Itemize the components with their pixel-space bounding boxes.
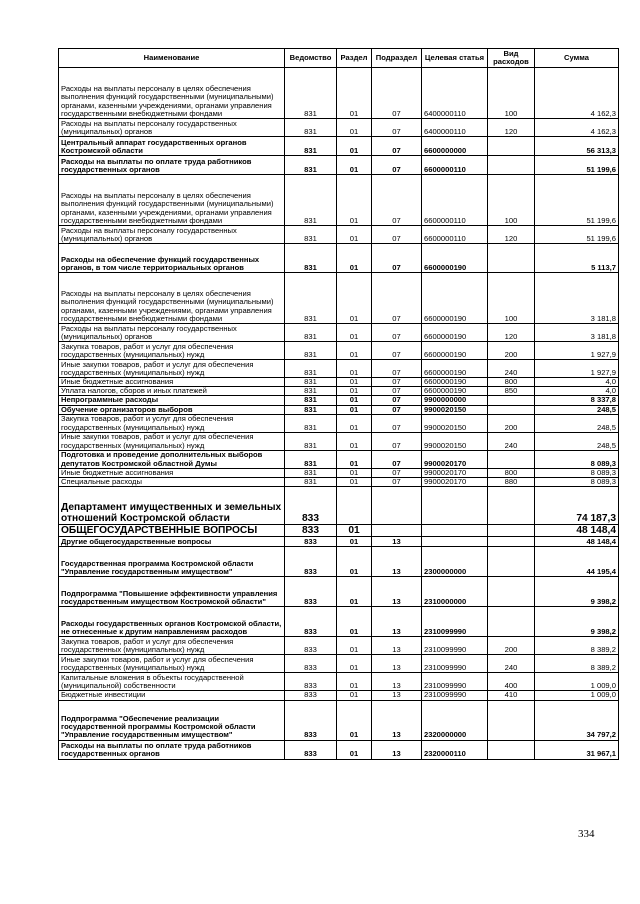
row-target-article-cell: [422, 487, 488, 525]
row-section-cell: [337, 487, 372, 525]
row-name-cell: ОБЩЕГОСУДАРСТВЕННЫЕ ВОПРОСЫ: [59, 525, 285, 537]
table-row: [59, 273, 619, 324]
row-sum-cell: 3 181,8: [535, 273, 619, 324]
row-expense-type-cell: 200: [488, 637, 535, 655]
row-target-article-cell: 2320000110: [422, 740, 488, 759]
table-row: [59, 525, 619, 537]
row-subsection-cell: 07: [372, 342, 422, 360]
row-section-cell: 01: [337, 673, 372, 691]
row-expense-type-cell: [488, 537, 535, 547]
table-row: [59, 387, 619, 396]
table-row: [59, 175, 619, 226]
table-row: [59, 342, 619, 360]
header-subsection: Подраздел: [372, 49, 422, 68]
row-sum-cell: 8 337,8: [535, 396, 619, 405]
row-expense-type-cell: 240: [488, 655, 535, 673]
row-name-cell: Департамент имущественных и земельных отношений Костромской области: [59, 487, 285, 525]
row-section-cell: 01: [337, 342, 372, 360]
row-expense-type-cell: [488, 137, 535, 156]
row-target-article-cell: 2300000000: [422, 547, 488, 577]
table-row: [59, 655, 619, 673]
row-department-cell: 833: [285, 525, 337, 537]
row-target-article-cell: [422, 525, 488, 537]
row-section-cell: 01: [337, 655, 372, 673]
row-sum-cell: 1 927,9: [535, 360, 619, 378]
row-subsection-cell: 13: [372, 673, 422, 691]
row-subsection-cell: 07: [372, 324, 422, 342]
table-row: [59, 360, 619, 378]
row-sum-cell: 4 162,3: [535, 119, 619, 137]
row-target-article-cell: 6600000000: [422, 137, 488, 156]
row-sum-cell: 248,5: [535, 405, 619, 414]
row-section-cell: 01: [337, 119, 372, 137]
row-sum-cell: 5 113,7: [535, 244, 619, 273]
row-department-cell: 831: [285, 137, 337, 156]
row-name-cell: Иные закупки товаров, работ и услуг для обеспечения государственных (муниципальных) нужд: [59, 655, 285, 673]
row-section-cell: 01: [337, 450, 372, 468]
row-section-cell: 01: [337, 700, 372, 740]
row-expense-type-cell: [488, 487, 535, 525]
header-name: Наименование: [59, 49, 285, 68]
row-department-cell: 833: [285, 700, 337, 740]
row-expense-type-cell: [488, 525, 535, 537]
row-section-cell: 01: [337, 156, 372, 175]
row-sum-cell: 248,5: [535, 414, 619, 432]
row-section-cell: 01: [337, 478, 372, 487]
table-row: [59, 68, 619, 119]
row-name-cell: Непрограммные расходы: [59, 396, 285, 405]
row-section-cell: 01: [337, 175, 372, 226]
row-department-cell: 833: [285, 577, 337, 607]
row-name-cell: Бюджетные инвестиции: [59, 691, 285, 700]
table-row: [59, 405, 619, 414]
row-expense-type-cell: 120: [488, 119, 535, 137]
table-row: [59, 478, 619, 487]
row-name-cell: Государственная программа Костромской области "Управление государственным имуществом": [59, 547, 285, 577]
row-name-cell: Иные закупки товаров, работ и услуг для обеспечения государственных (муниципальных) нужд: [59, 360, 285, 378]
row-subsection-cell: 07: [372, 244, 422, 273]
row-department-cell: 831: [285, 405, 337, 414]
row-subsection-cell: [372, 487, 422, 525]
row-section-cell: 01: [337, 537, 372, 547]
row-subsection-cell: 07: [372, 175, 422, 226]
row-department-cell: 833: [285, 487, 337, 525]
row-sum-cell: 1 009,0: [535, 691, 619, 700]
row-subsection-cell: 13: [372, 637, 422, 655]
row-subsection-cell: 13: [372, 537, 422, 547]
row-name-cell: Расходы на обеспечение функций государственных органов, в том числе территориальных органов: [59, 244, 285, 273]
row-expense-type-cell: 240: [488, 432, 535, 450]
row-name-cell: Капитальные вложения в объекты государственной (муниципальной) собственности: [59, 673, 285, 691]
row-section-cell: 01: [337, 273, 372, 324]
row-section-cell: 01: [337, 68, 372, 119]
row-department-cell: 833: [285, 691, 337, 700]
row-section-cell: 01: [337, 360, 372, 378]
row-section-cell: 01: [337, 525, 372, 537]
row-department-cell: 833: [285, 637, 337, 655]
row-expense-type-cell: 800: [488, 378, 535, 387]
row-section-cell: 01: [337, 137, 372, 156]
row-section-cell: 01: [337, 691, 372, 700]
table-row: [59, 577, 619, 607]
row-target-article-cell: 2310099990: [422, 673, 488, 691]
row-sum-cell: 34 797,2: [535, 700, 619, 740]
row-subsection-cell: 07: [372, 468, 422, 477]
row-department-cell: 831: [285, 468, 337, 477]
row-sum-cell: 9 398,2: [535, 607, 619, 637]
row-target-article-cell: 2310000000: [422, 577, 488, 607]
row-department-cell: 831: [285, 432, 337, 450]
row-target-article-cell: 9900020170: [422, 468, 488, 477]
row-expense-type-cell: 200: [488, 414, 535, 432]
row-name-cell: Подпрограмма "Обеспечение реализации государственной программы Костромской области "Управление государственным имуществом": [59, 700, 285, 740]
row-department-cell: 833: [285, 740, 337, 759]
table-row: [59, 537, 619, 547]
row-section-cell: 01: [337, 468, 372, 477]
row-expense-type-cell: 100: [488, 175, 535, 226]
row-target-article-cell: 6600000190: [422, 360, 488, 378]
row-name-cell: Центральный аппарат государственных органов Костромской области: [59, 137, 285, 156]
row-expense-type-cell: [488, 547, 535, 577]
table-row: [59, 156, 619, 175]
row-subsection-cell: 07: [372, 414, 422, 432]
row-expense-type-cell: 200: [488, 342, 535, 360]
row-sum-cell: 31 967,1: [535, 740, 619, 759]
row-expense-type-cell: 240: [488, 360, 535, 378]
row-sum-cell: 51 199,6: [535, 226, 619, 244]
row-subsection-cell: 13: [372, 577, 422, 607]
row-expense-type-cell: 850: [488, 387, 535, 396]
row-name-cell: Обучение организаторов выборов: [59, 405, 285, 414]
row-expense-type-cell: 120: [488, 226, 535, 244]
row-subsection-cell: 13: [372, 691, 422, 700]
row-expense-type-cell: [488, 700, 535, 740]
table-row: [59, 700, 619, 740]
row-department-cell: 831: [285, 273, 337, 324]
row-name-cell: Иные закупки товаров, работ и услуг для обеспечения государственных (муниципальных) нужд: [59, 432, 285, 450]
row-target-article-cell: 2310099990: [422, 607, 488, 637]
table-body: [59, 68, 619, 760]
row-name-cell: Расходы на выплаты персоналу государственных (муниципальных) органов: [59, 226, 285, 244]
row-expense-type-cell: 120: [488, 324, 535, 342]
row-sum-cell: 51 199,6: [535, 156, 619, 175]
row-name-cell: Расходы на выплаты по оплате труда работников государственных органов: [59, 156, 285, 175]
row-name-cell: Закупка товаров, работ и услуг для обеспечения государственных (муниципальных) нужд: [59, 342, 285, 360]
row-sum-cell: 48 148,4: [535, 525, 619, 537]
table-header-row: [59, 49, 619, 68]
row-target-article-cell: 6600000110: [422, 226, 488, 244]
row-sum-cell: 8 089,3: [535, 450, 619, 468]
row-sum-cell: 8 089,3: [535, 468, 619, 477]
row-expense-type-cell: 100: [488, 68, 535, 119]
row-department-cell: 833: [285, 607, 337, 637]
row-subsection-cell: 07: [372, 360, 422, 378]
row-subsection-cell: 13: [372, 700, 422, 740]
row-name-cell: Иные бюджетные ассигнования: [59, 468, 285, 477]
row-department-cell: 831: [285, 156, 337, 175]
row-expense-type-cell: 800: [488, 468, 535, 477]
table-row: [59, 396, 619, 405]
row-section-cell: 01: [337, 378, 372, 387]
row-name-cell: Закупка товаров, работ и услуг для обеспечения государственных (муниципальных) нужд: [59, 637, 285, 655]
row-sum-cell: 9 398,2: [535, 577, 619, 607]
row-subsection-cell: 07: [372, 137, 422, 156]
row-department-cell: 833: [285, 655, 337, 673]
row-section-cell: 01: [337, 226, 372, 244]
row-sum-cell: 44 195,4: [535, 547, 619, 577]
row-department-cell: 831: [285, 396, 337, 405]
row-name-cell: Уплата налогов, сборов и иных платежей: [59, 387, 285, 396]
row-section-cell: 01: [337, 405, 372, 414]
table-row: [59, 740, 619, 759]
table-row: [59, 119, 619, 137]
row-department-cell: 831: [285, 360, 337, 378]
row-department-cell: 831: [285, 378, 337, 387]
row-sum-cell: 3 181,8: [535, 324, 619, 342]
row-section-cell: 01: [337, 432, 372, 450]
row-target-article-cell: 9900000000: [422, 396, 488, 405]
row-department-cell: 831: [285, 68, 337, 119]
table-row: [59, 487, 619, 525]
row-target-article-cell: 6600000110: [422, 156, 488, 175]
row-subsection-cell: 07: [372, 273, 422, 324]
row-target-article-cell: 9900020170: [422, 478, 488, 487]
table-row: [59, 378, 619, 387]
row-name-cell: Подпрограмма "Повышение эффективности управления государственным имуществом Костромской области": [59, 577, 285, 607]
row-section-cell: 01: [337, 387, 372, 396]
page-number: 334: [578, 828, 595, 840]
row-target-article-cell: 2320000000: [422, 700, 488, 740]
table-row: [59, 244, 619, 273]
row-department-cell: 833: [285, 547, 337, 577]
row-expense-type-cell: [488, 405, 535, 414]
row-department-cell: 831: [285, 175, 337, 226]
header-department: Ведомство: [285, 49, 337, 68]
table-row: [59, 691, 619, 700]
table-row: [59, 607, 619, 637]
row-target-article-cell: 2310099990: [422, 691, 488, 700]
row-subsection-cell: 13: [372, 655, 422, 673]
row-name-cell: Другие общегосударственные вопросы: [59, 537, 285, 547]
table-row: [59, 673, 619, 691]
row-subsection-cell: 07: [372, 378, 422, 387]
row-subsection-cell: 07: [372, 396, 422, 405]
row-department-cell: 831: [285, 414, 337, 432]
row-target-article-cell: 6600000190: [422, 387, 488, 396]
row-name-cell: Расходы на выплаты персоналу в целях обеспечения выполнения функций государственными (муниципальными) органами, казенными учреждениями, органами управления государственными внебюджетными фондами: [59, 273, 285, 324]
row-department-cell: 831: [285, 119, 337, 137]
row-sum-cell: 4,0: [535, 378, 619, 387]
row-subsection-cell: 13: [372, 607, 422, 637]
row-name-cell: Расходы на выплаты персоналу государственных (муниципальных) органов: [59, 324, 285, 342]
row-department-cell: 831: [285, 342, 337, 360]
row-department-cell: 833: [285, 673, 337, 691]
row-expense-type-cell: 880: [488, 478, 535, 487]
row-department-cell: 831: [285, 478, 337, 487]
row-name-cell: Расходы на выплаты персоналу государственных (муниципальных) органов: [59, 119, 285, 137]
row-section-cell: 01: [337, 396, 372, 405]
row-sum-cell: 8 389,2: [535, 637, 619, 655]
row-department-cell: 831: [285, 226, 337, 244]
row-subsection-cell: 07: [372, 450, 422, 468]
row-department-cell: 831: [285, 244, 337, 273]
row-expense-type-cell: 410: [488, 691, 535, 700]
row-target-article-cell: 9900020150: [422, 414, 488, 432]
header-section: Раздел: [337, 49, 372, 68]
row-target-article-cell: 9900020150: [422, 432, 488, 450]
row-section-cell: 01: [337, 637, 372, 655]
header-target-article: Целевая статья: [422, 49, 488, 68]
row-expense-type-cell: 100: [488, 273, 535, 324]
row-target-article-cell: [422, 537, 488, 547]
row-name-cell: Специальные расходы: [59, 478, 285, 487]
row-department-cell: 831: [285, 324, 337, 342]
row-subsection-cell: 07: [372, 478, 422, 487]
row-target-article-cell: 6400000110: [422, 68, 488, 119]
row-sum-cell: 1 927,9: [535, 342, 619, 360]
row-subsection-cell: 13: [372, 740, 422, 759]
row-sum-cell: 4,0: [535, 387, 619, 396]
row-sum-cell: 4 162,3: [535, 68, 619, 119]
row-sum-cell: 51 199,6: [535, 175, 619, 226]
row-section-cell: 01: [337, 740, 372, 759]
row-sum-cell: 1 009,0: [535, 673, 619, 691]
row-name-cell: Расходы на выплаты персоналу в целях обеспечения выполнения функций государственными (муниципальными) органами, казенными учреждениями, органами управления государственными внебюджетными фондами: [59, 175, 285, 226]
row-expense-type-cell: [488, 244, 535, 273]
row-subsection-cell: 07: [372, 226, 422, 244]
row-sum-cell: 74 187,3: [535, 487, 619, 525]
table-row: [59, 432, 619, 450]
row-expense-type-cell: [488, 577, 535, 607]
header-expense-type: Вид расходов: [488, 49, 535, 68]
row-target-article-cell: 6600000110: [422, 175, 488, 226]
budget-table: [58, 48, 619, 760]
row-target-article-cell: 6600000190: [422, 342, 488, 360]
row-target-article-cell: 6600000190: [422, 324, 488, 342]
table-row: [59, 468, 619, 477]
row-subsection-cell: 07: [372, 156, 422, 175]
row-expense-type-cell: [488, 450, 535, 468]
table-row: [59, 637, 619, 655]
row-subsection-cell: 13: [372, 547, 422, 577]
row-target-article-cell: 6600000190: [422, 273, 488, 324]
row-department-cell: 831: [285, 387, 337, 396]
table-row: [59, 137, 619, 156]
row-section-cell: 01: [337, 547, 372, 577]
table-row: [59, 450, 619, 468]
row-expense-type-cell: 400: [488, 673, 535, 691]
row-target-article-cell: 6400000110: [422, 119, 488, 137]
row-sum-cell: 48 148,4: [535, 537, 619, 547]
row-subsection-cell: 07: [372, 387, 422, 396]
row-department-cell: 831: [285, 450, 337, 468]
row-expense-type-cell: [488, 740, 535, 759]
row-name-cell: Расходы на выплаты персоналу в целях обеспечения выполнения функций государственными (муниципальными) органами, казенными учреждениями, органами управления государственными внебюджетными фондами: [59, 68, 285, 119]
row-subsection-cell: 07: [372, 119, 422, 137]
row-section-cell: 01: [337, 244, 372, 273]
row-target-article-cell: 9900020170: [422, 450, 488, 468]
row-department-cell: 833: [285, 537, 337, 547]
row-section-cell: 01: [337, 577, 372, 607]
row-target-article-cell: 2310099990: [422, 655, 488, 673]
table-row: [59, 226, 619, 244]
table-row: [59, 414, 619, 432]
row-name-cell: Расходы государственных органов Костромской области, не отнесенные к другим направлениям расходов: [59, 607, 285, 637]
row-sum-cell: 8 089,3: [535, 478, 619, 487]
row-sum-cell: 8 389,2: [535, 655, 619, 673]
row-section-cell: 01: [337, 607, 372, 637]
row-sum-cell: 56 313,3: [535, 137, 619, 156]
table-row: [59, 324, 619, 342]
row-section-cell: 01: [337, 324, 372, 342]
row-name-cell: Закупка товаров, работ и услуг для обеспечения государственных (муниципальных) нужд: [59, 414, 285, 432]
row-name-cell: Подготовка и проведение дополнительных выборов депутатов Костромской областной Думы: [59, 450, 285, 468]
row-sum-cell: 248,5: [535, 432, 619, 450]
row-subsection-cell: 07: [372, 68, 422, 119]
row-subsection-cell: [372, 525, 422, 537]
row-target-article-cell: 6600000190: [422, 378, 488, 387]
row-name-cell: Иные бюджетные ассигнования: [59, 378, 285, 387]
table-row: [59, 547, 619, 577]
row-section-cell: 01: [337, 414, 372, 432]
row-expense-type-cell: [488, 607, 535, 637]
row-subsection-cell: 07: [372, 432, 422, 450]
header-sum: Сумма: [535, 49, 619, 68]
row-name-cell: Расходы на выплаты по оплате труда работников государственных органов: [59, 740, 285, 759]
row-target-article-cell: 9900020150: [422, 405, 488, 414]
row-expense-type-cell: [488, 396, 535, 405]
row-expense-type-cell: [488, 156, 535, 175]
row-target-article-cell: 6600000190: [422, 244, 488, 273]
row-subsection-cell: 07: [372, 405, 422, 414]
row-target-article-cell: 2310099990: [422, 637, 488, 655]
